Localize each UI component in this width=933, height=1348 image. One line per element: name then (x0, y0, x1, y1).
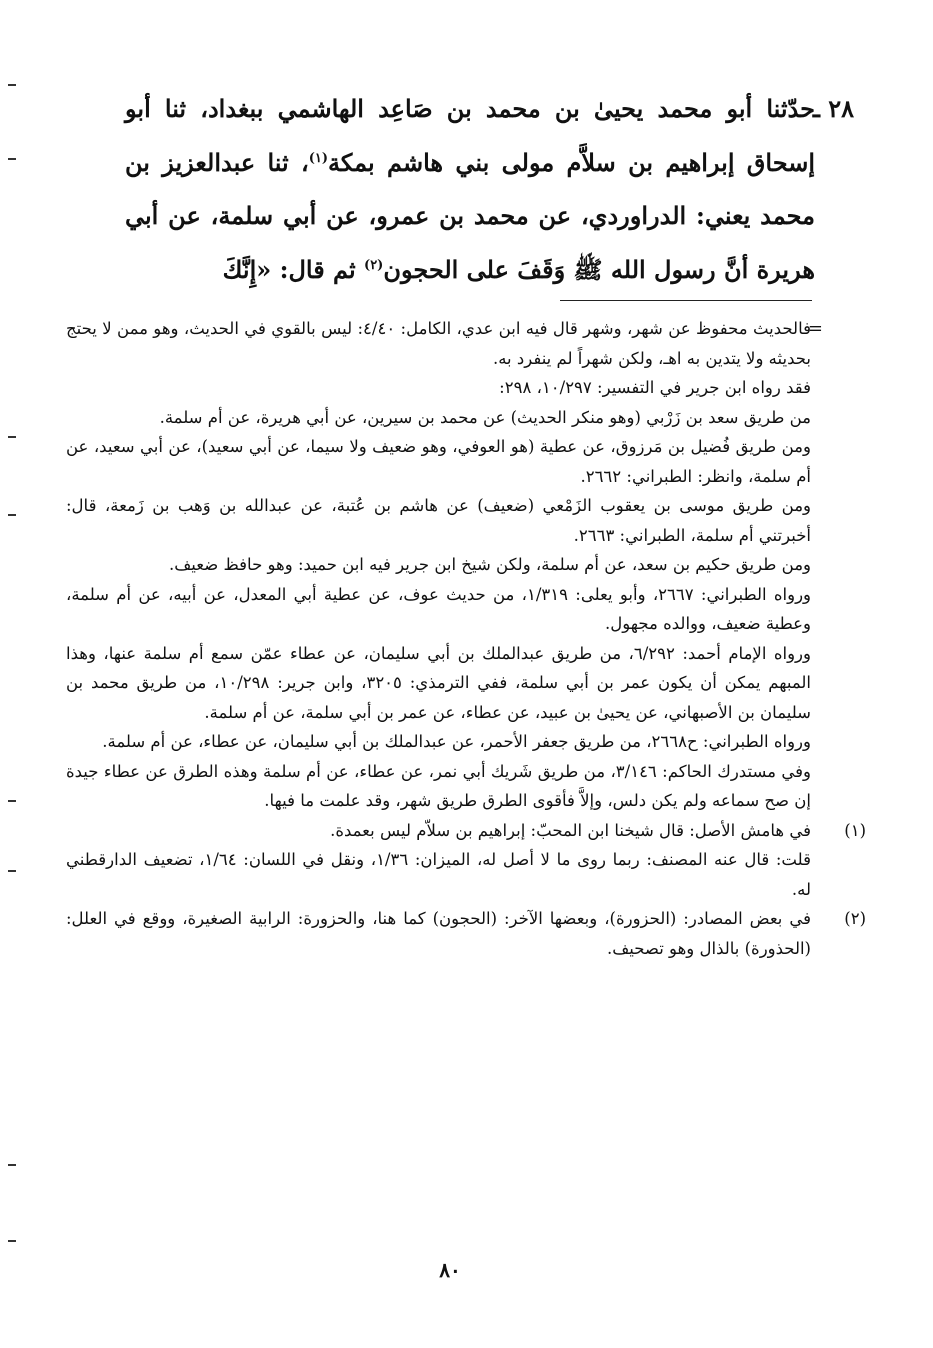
footnote-divider (560, 300, 812, 301)
hadith-number: ٢٨ ـ (812, 94, 854, 123)
page-number: ٨٠ (439, 1258, 461, 1282)
footnote-1-text: في هامش الأصل: قال شيخنا ابن المحبّ: إبراهيم بن سلاّم ليس بعمدة. (330, 820, 811, 840)
main-hadith-text (125, 82, 815, 296)
footnote-paragraph: ورواه الإمام أحمد: ٦/٢٩٢، من طريق عبدالملك بن أبي سليمان، عن عطاء عمّن سمع أم سلمة عنها، وهذا المبهم يمكن أن يكون عمر بن أبي سلمة، ففي الترمذي: ٣٢٠٥، وابن جرير: ١٠/٢٩٨، من طريق محمد بن سليمان بن الأصبهاني، عن يحيىٰ بن عبيد، عن عطاء، عن عمر بن أبي سلمة، عن أم سلمة. (66, 643, 811, 722)
scan-margin-mark (8, 1164, 16, 1166)
footnote-ref-1: (١) (308, 150, 329, 166)
footnote-2 (66, 904, 866, 963)
main-text-part3: ثم قال: «إِنَّكَ (222, 254, 365, 284)
main-text-part2: ، ثنا عبدالعزيز بن محمد يعني: الدراوردي، عن محمد بن عمرو، عن أبي سلمة، عن أبي هريرة أنَّ رسول الله ﷺ وَقَفَ على الحجون (125, 147, 815, 284)
footnotes-section (66, 314, 866, 963)
footnote-ref-2: (٢) (364, 257, 384, 273)
footnote-paragraph: فالحديث محفوظ عن شهر، وشهر قال فيه ابن عدي، الكامل: ٤/٤٠: ليس بالقوي في الحديث، وهو ممن لا يحتج بحديثه ولا يتدين به اهـ، ولكن شهراً لم ينفرد به. (66, 319, 811, 368)
footnote-paragraph: ومن طريق حكيم بن سعد، عن أم سلمة، ولكن شيخ ابن جرير فيه ابن حميد: وهو حافظ ضعيف. (168, 555, 811, 574)
scan-margin-mark (8, 158, 16, 160)
footnote-paragraph: فقد رواه ابن جرير في التفسير: ١٠/٢٩٧، ٢٩٨: (499, 378, 811, 397)
scan-margin-mark (8, 800, 16, 802)
footnote-paragraph: ورواه الطبراني: ٢٦٦٧، وأبو يعلى: ١/٣١٩، من حديث عوف، عن عطية أبي المعدل، عن أبيه، عن أم سلمة، وعطية ضعيف، ووالده مجهول. (66, 584, 812, 633)
footnote-2-label: (٢) (844, 909, 866, 928)
scan-margin-mark (8, 1240, 16, 1242)
footnote-paragraph: وفي مستدرك الحاكم: ٣/١٤٦، من طريق شَريك أبي نمر، عن عطاء، عن أم سلمة وهذه الطرق عن عطاء جيدة إن صح سماعه ولم يكن دلس، وإلاَّ فأقوى الطرق طريق شهر، وقد علمت ما فيها. (66, 761, 811, 810)
continuation-marker: = (807, 318, 823, 339)
footnote-1-label: (١) (844, 820, 866, 840)
scan-margin-mark (8, 84, 16, 86)
footnote-paragraph: ورواه الطبراني: ح٢٦٦٨، من طريق جعفر الأحمر، عن عبدالملك بن أبي سليمان، عن عطاء، عن أم سلمة. (102, 732, 811, 751)
footnote-1-text: قلت: قال عنه المصنف: ربما روى ما لا أصل له، الميزان: ١/٣٦، ونقل في اللسان: ١/٦٤، تضعيف الدارقطني له. (66, 850, 811, 899)
footnote-paragraph: من طريق سعد بن زَرْبي (وهو منكر الحديث) عن محمد بن سيرين، عن أبي هريرة، عن أم سلمة. (159, 407, 811, 427)
scan-margin-mark (8, 870, 16, 872)
scan-margin-mark (8, 514, 16, 516)
footnote-paragraph: ومن طريق فُضيل بن مَرزوق، عن عطية (هو العوفي، وهو ضعيف ولا سيما، عن أبي سعيد)، عن أبي سعيد، عن أم سلمة، وانظر: الطبراني: ٢٦٦٢. (66, 437, 811, 486)
main-text-part1: حدّثنا أبو محمد يحيىٰ بن محمد بن صَاعِد الهاشمي ببغداد، ثنا أبو إسحاق إبراهيم بن سلاَّم مولى بني هاشم بمكة (125, 94, 815, 177)
footnote-paragraph: ومن طريق موسى بن يعقوب الزَمْعي (ضعيف) عن هاشم بن عُتبة، عن عبدالله بن وَهب بن زَمعة، قال: أخبرتني أم سلمة، الطبراني: ٢٦٦٣. (66, 496, 811, 545)
scan-margin-mark (8, 436, 16, 438)
footnote-1 (66, 816, 866, 905)
footnote-2-text: في بعض المصادر: (الحزورة)، وبعضها الآخر: (الحجون) كما هنا، والحزورة: الرابية الصغيرة، ووقع في العلل: (الحذورة) بالذال وهو تصحيف. (66, 909, 811, 958)
